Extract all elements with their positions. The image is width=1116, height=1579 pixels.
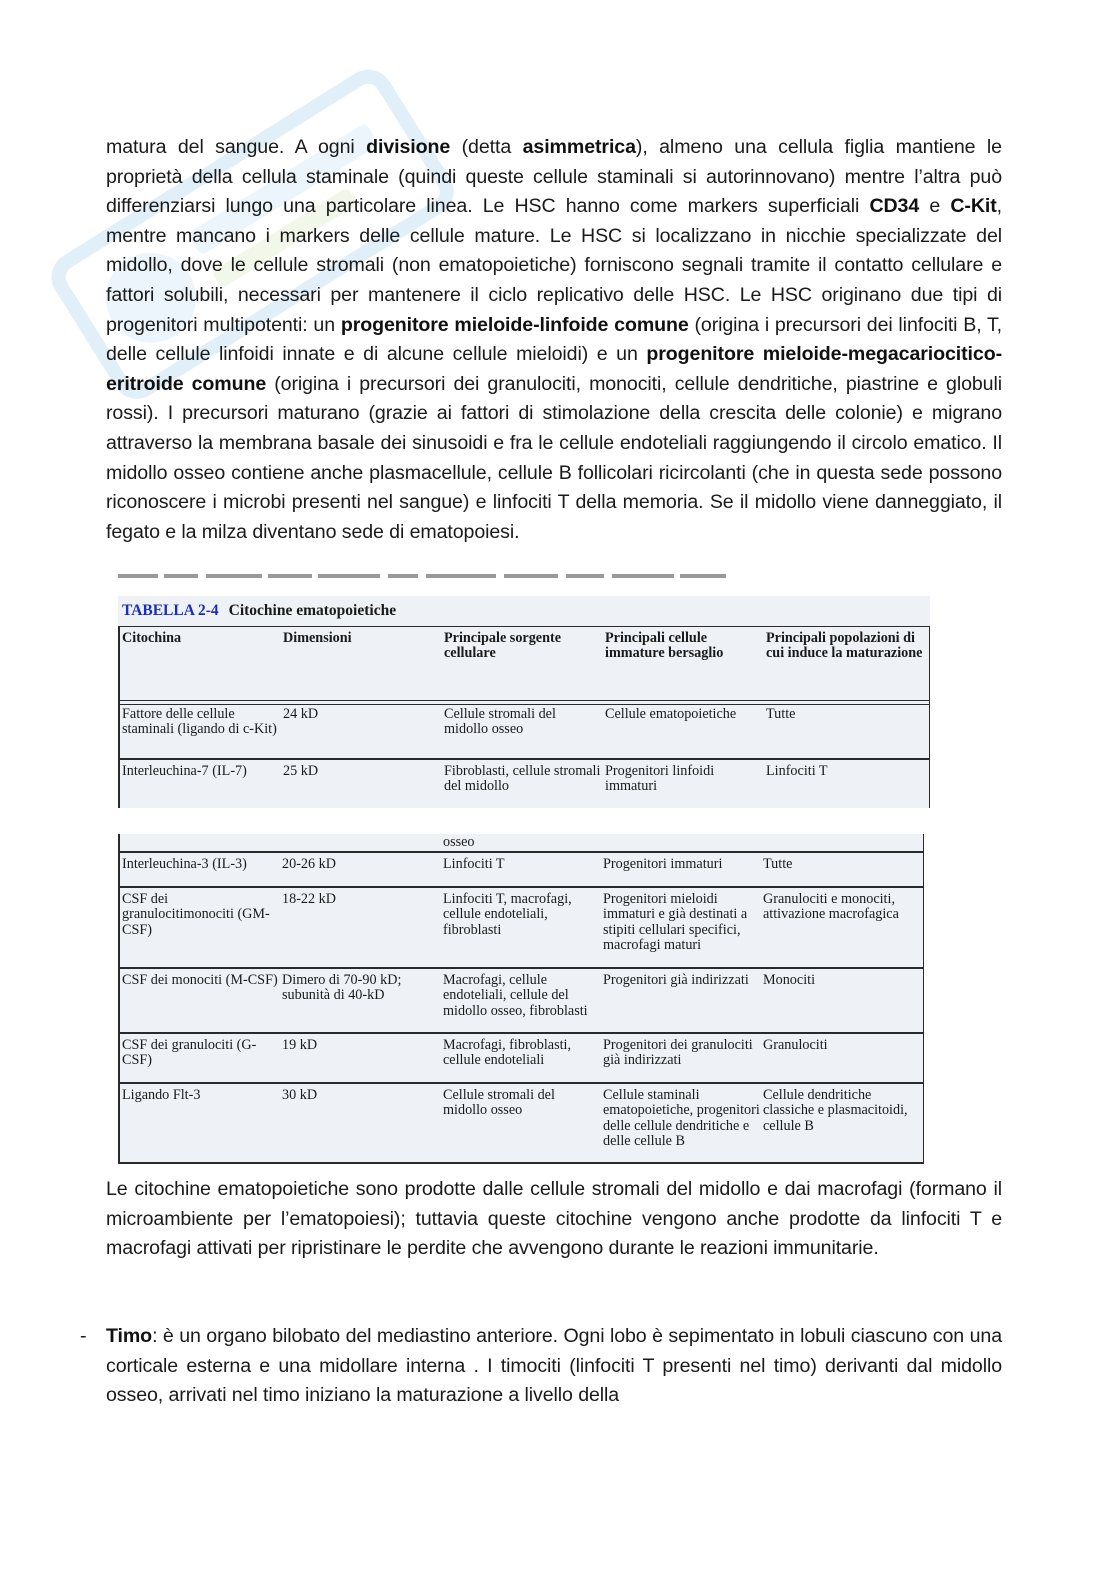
header-maturazione: Principali popolazioni di cui induce la maturazione xyxy=(766,630,923,662)
header-bersaglio: Principali cellule immature bersaglio xyxy=(605,630,724,662)
table-row: CSF dei monociti (M-CSF) Dimero di 70-90 kD; subunità di 40-kD Macrofagi, cellule endoteliali, cellule del midollo osseo, fibroblasti Progenitori già indirizzati Monociti xyxy=(122,972,816,1019)
intro-paragraph: matura del sangue. A ogni divisione (detta asimmetrica), almeno una cellula figlia mantiene le proprietà della cellula staminale (quindi queste cellule staminali si autorinnovano) mentre l’altra può differenziarsi lungo una particolare linea. Le HSC hanno come markers superficiali CD34 e C-Kit, mentre mancano i markers delle cellule mature. Le HSC si localizzano in nicchie specializzate del midollo, dove le cellule stromali (non ematopoietiche) forniscono segnali tramite il contatto cellulare e fattori solubili, necessari per mantenere il ciclo replicativo delle HSC. Le HSC originano due tipi di progenitori multipotenti: un progenitore mieloide-linfoide comune (origina i precursori dei linfociti B, T, delle cellule linfoidi innate e di alcune cellule mieloidi) e un progenitore mieloide-megacariocitico- eritroide comune (origina i precursori dei granulociti, monociti, cellule dendritiche, piastrine e globuli rossi). I precursori maturano (grazie ai fattori di stimolazione della crescita delle colonie) e migrano attraverso la membrana basale dei sinusoidi e fra le cellule endoteliali raggiungendo il circolo ematico. Il midollo osseo contiene anche plasmacellule, cellule B follicolari ricircolanti (che in questa sede possono riconoscere i microbi presenti nel sangue) e linfociti T della memoria. Se il midollo viene danneggiato, il fegato e la milza diventano sede di ematopoiesi. xyxy=(106,136,1003,543)
table-title: Citochine ematopoietiche xyxy=(228,602,397,619)
term-asimmetrica: asimmetrica xyxy=(522,136,636,158)
table-row: Interleuchina-7 (IL-7) 25 kD Fibroblasti, cellule stromali del midollo Progenitori linfoidi immaturi Linfociti T xyxy=(122,763,828,795)
term-progenitore-eritroide: progenitore mieloide-megacariocitico- eritroide comune xyxy=(106,343,1002,395)
table-row: CSF dei granulociti (G-CSF) 19 kD Macrofagi, fibroblasti, cellule endoteliali Progenitori dei granulociti già indirizzati Granulociti xyxy=(122,1037,828,1069)
term-progenitore-linfoide: progenitore mieloide-linfoide comune xyxy=(340,313,689,336)
term-divisione: divisione xyxy=(366,136,451,158)
term-cd34: CD34 xyxy=(869,195,920,218)
header-sorgente: Principale sorgente cellulare xyxy=(444,630,562,662)
table-row: Fattore delle cellule staminali (ligando di c-Kit) 24 kD Cellule stromali del midollo osseo Cellule ematopoietiche Tutte xyxy=(122,706,796,738)
table-continuation-row xyxy=(118,834,924,851)
continuation-text: osseo xyxy=(443,834,475,850)
bullet-dash: - xyxy=(80,1325,87,1347)
table-row: Interleuchina-3 (IL-3) 20-26 kD Linfociti T Progenitori immaturi Tutte xyxy=(122,856,793,872)
table-header-row xyxy=(118,627,930,701)
timo-bullet-paragraph: - Timo: è un organo bilobato del mediastino anteriore. Ogni lobo è sepimentato in lobuli ciascuno con una corticale esterna e una midollare interna . I timociti (linfociti T presenti nel timo) derivanti dal midollo osseo, arrivati nel timo iniziano la maturazione a livello della xyxy=(106,1322,1002,1411)
cytokine-table-part-2 xyxy=(118,834,924,1164)
header-dimensioni: Dimensioni xyxy=(283,630,352,646)
table-row: CSF dei granulocitimonociti (GM-CSF) 18-22 kD Linfociti T, macrofagi, cellule endoteliali, fibroblasti Progenitori mieloidi immaturi e già destinati a stipiti cellulari specifici, macrofagi maturi Granulociti e monociti, attivazione macrofagica xyxy=(122,891,899,953)
cropped-text-fragment xyxy=(118,571,758,581)
header-citochina: Citochina xyxy=(122,630,182,646)
term-timo: Timo xyxy=(106,1325,153,1347)
table-number: TABELLA 2-4 xyxy=(122,602,219,619)
cytokine-table-part-1 xyxy=(118,596,930,808)
cytokines-paragraph: Le citochine ematopoietiche sono prodotte dalle cellule stromali del midollo e dai macrofagi (formano il microambiente per l’ematopoiesi); tuttavia queste citochine vengono anche prodotte da linfociti T e macrofagi attivati per ripristinare le perdite che avvengono durante le reazioni immunitarie. xyxy=(106,1178,1002,1260)
term-ckit: C-Kit xyxy=(950,195,997,218)
table-caption xyxy=(118,596,930,627)
table-row: Ligando Flt-3 30 kD Cellule stromali del midollo osseo Cellule staminali ematopoietiche, progenitori delle cellule dendritiche e delle cellule B Cellule dendritiche classiche e plasmacitoidi, cellule B xyxy=(122,1087,908,1149)
